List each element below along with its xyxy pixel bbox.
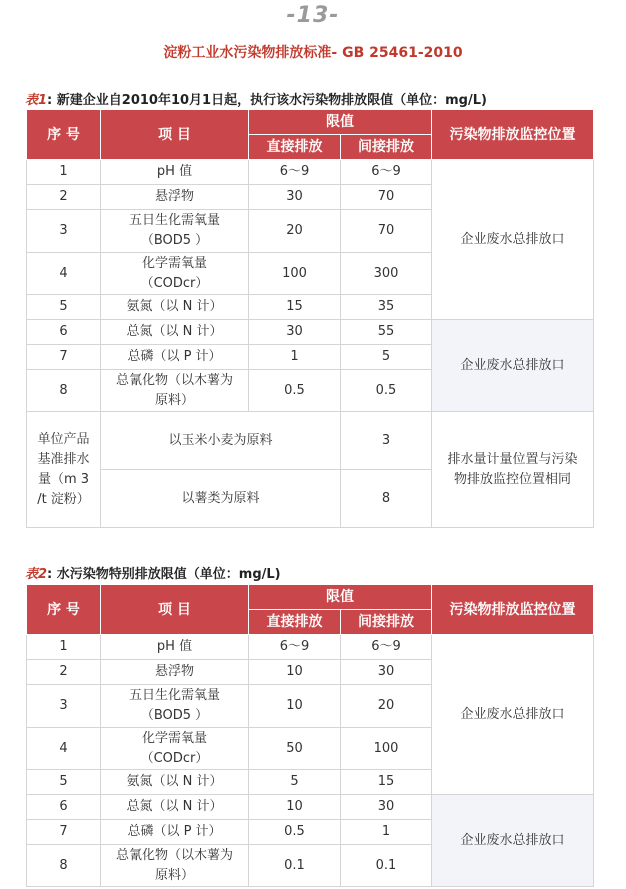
cell-item-line2: 原料）	[154, 867, 194, 883]
cell-indirect: 0.1	[341, 845, 432, 887]
table2-caption-text: : 水污染物特别排放限值（单位：mg/L)	[47, 567, 281, 582]
cell-direct: 100	[249, 253, 341, 295]
table-row	[27, 160, 594, 185]
cell-item	[101, 370, 249, 412]
cell-no: 7	[27, 820, 101, 845]
unit-label-line: 量（m 3	[37, 471, 90, 487]
cell-monitor: 企业废水总排放口	[432, 320, 594, 412]
cell-item-line1: 五日生化需氧量	[128, 213, 220, 228]
cell-direct: 50	[249, 728, 341, 770]
cell-indirect: 100	[341, 728, 432, 770]
unit-monitor-line: 排水量计量位置与污染	[447, 451, 578, 467]
cell-direct: 6～9	[249, 160, 341, 185]
cell-indirect: 5	[341, 345, 432, 370]
cell-direct: 0.1	[249, 845, 341, 887]
cell-item: pH 值	[101, 635, 249, 660]
cell-unit-label	[27, 412, 101, 528]
table-row	[27, 635, 594, 660]
cell-indirect: 55	[341, 320, 432, 345]
cell-no: 3	[27, 210, 101, 253]
cell-direct: 30	[249, 320, 341, 345]
header-limit: 限值	[249, 110, 432, 135]
cell-indirect: 15	[341, 770, 432, 795]
cell-no: 4	[27, 728, 101, 770]
page-number: -13-	[286, 3, 340, 28]
cell-item-line2: 原料）	[154, 392, 194, 408]
cell-item-line1: 五日生化需氧量	[128, 688, 220, 703]
cell-unit-value: 8	[341, 470, 432, 528]
cell-indirect: 30	[341, 660, 432, 685]
cell-indirect: 1	[341, 820, 432, 845]
header-direct: 直接排放	[249, 610, 341, 635]
table-row	[27, 412, 594, 470]
cell-no: 1	[27, 160, 101, 185]
cell-item: 氨氮（以 N 计）	[101, 295, 249, 320]
cell-unit-item: 以玉米小麦为原料	[101, 412, 341, 470]
cell-no: 5	[27, 295, 101, 320]
cell-direct: 10	[249, 795, 341, 820]
table2-caption-tag: 表2	[25, 567, 48, 582]
cell-direct: 6～9	[249, 635, 341, 660]
unit-label-line: 基准排水	[37, 451, 90, 467]
header-item: 项 目	[101, 585, 249, 635]
cell-no: 4	[27, 253, 101, 295]
table1-caption-text: : 新建企业自2010年10月1日起，执行该水污染物排放限值（单位：mg/L)	[47, 93, 487, 108]
header-no: 序 号	[27, 585, 101, 635]
unit-monitor-line: 物排放监控位置相同	[453, 471, 571, 487]
cell-unit-value: 3	[341, 412, 432, 470]
cell-unit-item: 以薯类为原料	[101, 470, 341, 528]
cell-item-line1: 化学需氧量	[141, 730, 207, 746]
cell-indirect: 6～9	[341, 160, 432, 185]
cell-item: 总氮（以 N 计）	[101, 320, 249, 345]
cell-direct: 0.5	[249, 370, 341, 412]
cell-indirect: 35	[341, 295, 432, 320]
table2	[26, 584, 594, 887]
cell-indirect: 300	[341, 253, 432, 295]
cell-no: 5	[27, 770, 101, 795]
cell-item	[101, 728, 249, 770]
cell-item: 悬浮物	[101, 660, 249, 685]
cell-direct: 30	[249, 185, 341, 210]
cell-direct: 10	[249, 685, 341, 728]
cell-monitor: 企业废水总排放口	[432, 795, 594, 887]
cell-indirect: 0.5	[341, 370, 432, 412]
cell-item: 悬浮物	[101, 185, 249, 210]
cell-indirect: 20	[341, 685, 432, 728]
cell-direct: 15	[249, 295, 341, 320]
cell-no: 2	[27, 185, 101, 210]
cell-no: 2	[27, 660, 101, 685]
unit-label-line: /t 淀粉）	[37, 491, 90, 507]
cell-no: 3	[27, 685, 101, 728]
cell-no: 1	[27, 635, 101, 660]
cell-monitor: 企业废水总排放口	[432, 635, 594, 795]
header-indirect: 间接排放	[341, 135, 432, 160]
cell-item	[101, 685, 249, 728]
cell-direct: 10	[249, 660, 341, 685]
header-direct: 直接排放	[249, 135, 341, 160]
table1-caption-tag: 表1	[25, 93, 48, 108]
cell-no: 7	[27, 345, 101, 370]
cell-no: 8	[27, 370, 101, 412]
cell-item-line1: 总氰化物（以木薯为	[115, 847, 233, 863]
cell-item	[101, 253, 249, 295]
cell-item	[101, 210, 249, 253]
table-row	[27, 320, 594, 345]
cell-item: 氨氮（以 N 计）	[101, 770, 249, 795]
cell-item-line1: 化学需氧量	[141, 255, 207, 271]
document-title: 淀粉工业水污染物排放标准- GB 25461-2010	[163, 45, 463, 61]
cell-item: pH 值	[101, 160, 249, 185]
cell-indirect: 6～9	[341, 635, 432, 660]
cell-no: 8	[27, 845, 101, 887]
cell-item	[101, 845, 249, 887]
header-monitor: 污染物排放监控位置	[432, 585, 594, 635]
cell-item-line2: （CODcr）	[140, 275, 209, 291]
cell-item: 总磷（以 P 计）	[101, 345, 249, 370]
header-indirect: 间接排放	[341, 610, 432, 635]
cell-direct: 1	[249, 345, 341, 370]
cell-no: 6	[27, 795, 101, 820]
cell-indirect: 70	[341, 210, 432, 253]
unit-label-line: 单位产品	[37, 431, 90, 447]
cell-no: 6	[27, 320, 101, 345]
cell-direct: 20	[249, 210, 341, 253]
header-item: 项 目	[101, 110, 249, 160]
cell-item: 总氮（以 N 计）	[101, 795, 249, 820]
table1	[26, 109, 594, 528]
cell-item-line1: 总氰化物（以木薯为	[115, 372, 233, 388]
cell-direct: 0.5	[249, 820, 341, 845]
header-limit: 限值	[249, 585, 432, 610]
header-no: 序 号	[27, 110, 101, 160]
cell-item: 总磷（以 P 计）	[101, 820, 249, 845]
cell-monitor: 企业废水总排放口	[432, 160, 594, 320]
table2-caption	[25, 563, 281, 582]
header-monitor: 污染物排放监控位置	[432, 110, 594, 160]
cell-indirect: 70	[341, 185, 432, 210]
table-row	[27, 795, 594, 820]
cell-item-line2: （BOD5 ）	[140, 233, 209, 248]
table1-caption	[25, 89, 487, 108]
cell-unit-monitor	[432, 412, 594, 528]
cell-indirect: 30	[341, 795, 432, 820]
cell-item-line2: （CODcr）	[140, 750, 209, 766]
cell-direct: 5	[249, 770, 341, 795]
cell-item-line2: （BOD5 ）	[140, 708, 209, 723]
